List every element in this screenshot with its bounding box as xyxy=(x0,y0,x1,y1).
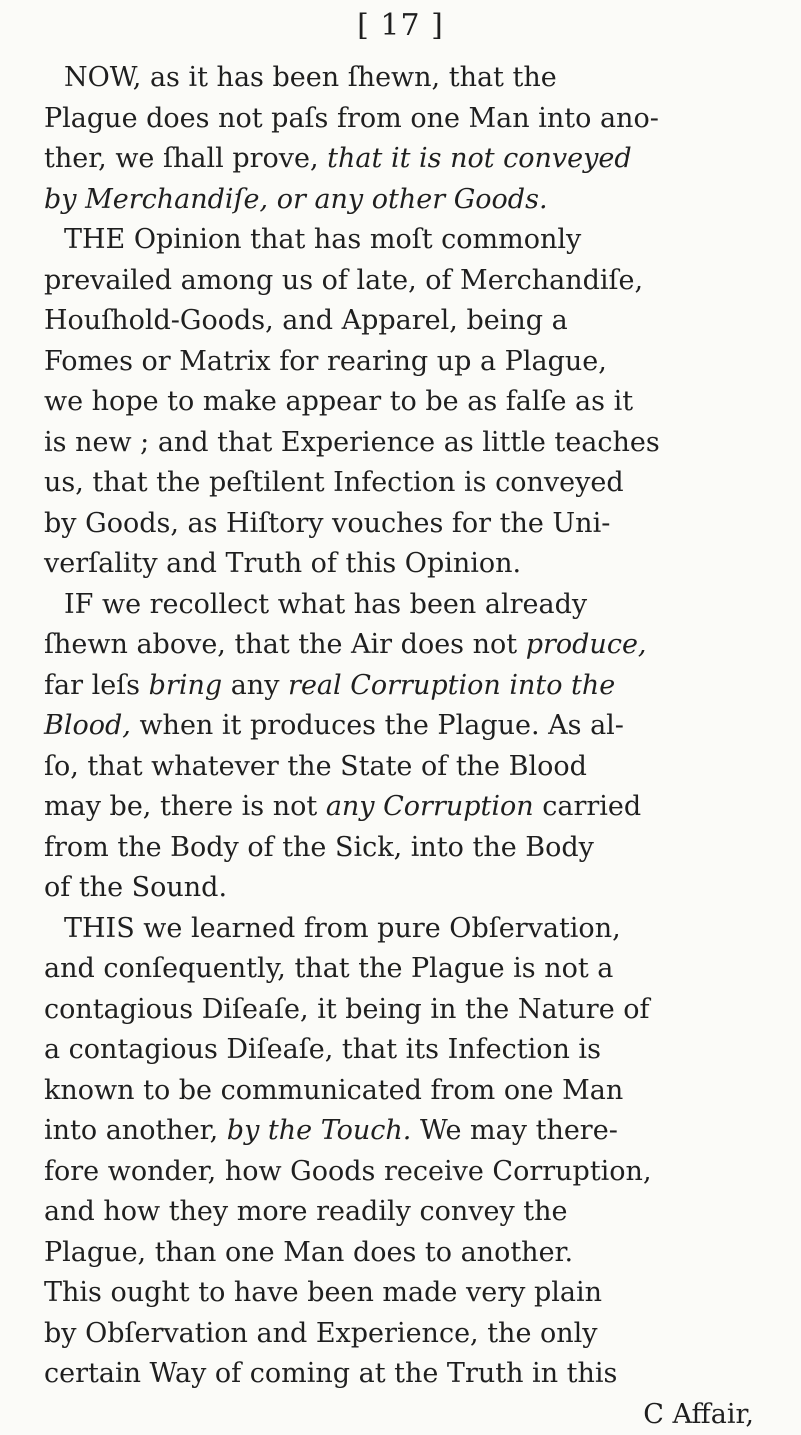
page-number-header: [ 17 ] xyxy=(0,8,801,43)
italic-text: Blood, xyxy=(44,710,131,741)
text-line xyxy=(44,909,782,950)
text-run: ſhewn above, that the Air does not xyxy=(44,629,526,660)
text-line xyxy=(44,1314,782,1355)
body-text xyxy=(44,58,782,1395)
text-line xyxy=(44,1030,782,1071)
text-run: we hope to make appear to be as falſe as it xyxy=(44,386,633,417)
text-line xyxy=(44,747,782,788)
text-run: THIS we learned from pure Obſervation, xyxy=(64,913,621,944)
text-line xyxy=(44,706,782,747)
text-run: prevailed among us of late, of Merchandiſe, xyxy=(44,265,643,296)
text-line xyxy=(44,990,782,1031)
text-line xyxy=(44,139,782,180)
signature-mark: C xyxy=(544,1395,664,1435)
page-footer xyxy=(44,1395,782,1435)
text-line xyxy=(44,828,782,869)
text-run: and conſequently, that the Plague is not a xyxy=(44,953,613,984)
text-run: Houſhold-Goods, and Apparel, being a xyxy=(44,305,568,336)
text-run: carried xyxy=(534,791,642,822)
italic-text: by the Touch. xyxy=(227,1115,412,1146)
text-run: us, that the peſtilent Infection is conveyed xyxy=(44,467,624,498)
text-line xyxy=(44,585,782,626)
text-line xyxy=(44,544,782,585)
text-line xyxy=(44,99,782,140)
text-run: a contagious Diſeaſe, that its Infection is xyxy=(44,1034,601,1065)
text-line xyxy=(44,180,782,221)
text-run: This ought to have been made very plain xyxy=(44,1277,602,1308)
italic-text: bring xyxy=(149,670,223,701)
text-line xyxy=(44,1152,782,1193)
text-line xyxy=(44,787,782,828)
text-line xyxy=(44,382,782,423)
text-line xyxy=(44,1192,782,1233)
text-line xyxy=(44,1273,782,1314)
text-run: ſo, that whatever the State of the Blood xyxy=(44,751,587,782)
text-line xyxy=(44,58,782,99)
text-line xyxy=(44,1354,782,1395)
italic-text: any Corruption xyxy=(326,791,534,822)
italic-text: real Corruption into the xyxy=(288,670,615,701)
text-run: by Obſervation and Experience, the only xyxy=(44,1318,598,1349)
text-line xyxy=(44,666,782,707)
text-run: contagious Diſeaſe, it being in the Nature of xyxy=(44,994,650,1025)
text-run: We may there- xyxy=(411,1115,617,1146)
text-run: Fomes or Matrix for rearing up a Plague, xyxy=(44,346,607,377)
text-run: into another, xyxy=(44,1115,227,1146)
text-run: certain Way of coming at the Truth in this xyxy=(44,1358,617,1389)
text-line xyxy=(44,868,782,909)
text-run: when it produces the Plague. As al- xyxy=(131,710,624,741)
text-run: verſality and Truth of this Opinion. xyxy=(44,548,521,579)
text-run: THE Opinion that has moſt commonly xyxy=(64,224,581,255)
text-line xyxy=(44,504,782,545)
text-run: far leſs xyxy=(44,670,149,701)
text-line xyxy=(44,220,782,261)
italic-text: produce, xyxy=(526,629,647,660)
text-run: ther, we ſhall prove, xyxy=(44,143,327,174)
text-run: Plague does not paſs from one Man into ano- xyxy=(44,103,659,134)
text-line xyxy=(44,423,782,464)
text-run: and how they more readily convey the xyxy=(44,1196,568,1227)
text-line xyxy=(44,261,782,302)
text-run: any xyxy=(222,670,288,701)
text-run: may be, there is not xyxy=(44,791,326,822)
text-line xyxy=(44,949,782,990)
text-run: Plague, than one Man does to another. xyxy=(44,1237,573,1268)
italic-text: by Merchandiſe, or any other Goods. xyxy=(44,184,548,215)
text-run: known to be communicated from one Man xyxy=(44,1075,623,1106)
text-line xyxy=(44,301,782,342)
text-run: fore wonder, how Goods receive Corruption, xyxy=(44,1156,652,1187)
catchword: Affair, xyxy=(673,1399,754,1430)
text-line xyxy=(44,625,782,666)
text-run: from the Body of the Sick, into the Body xyxy=(44,832,594,863)
italic-text: that it is not conveyed xyxy=(327,143,632,174)
text-run: NOW, as it has been ſhewn, that the xyxy=(64,62,557,93)
text-run: by Goods, as Hiſtory vouches for the Uni- xyxy=(44,508,610,539)
text-run: is new ; and that Experience as little teaches xyxy=(44,427,660,458)
text-line xyxy=(44,342,782,383)
text-line xyxy=(44,463,782,504)
text-run: of the Sound. xyxy=(44,872,227,903)
text-line xyxy=(44,1071,782,1112)
text-line xyxy=(44,1111,782,1152)
text-run: IF we recollect what has been already xyxy=(64,589,587,620)
text-line xyxy=(44,1233,782,1274)
